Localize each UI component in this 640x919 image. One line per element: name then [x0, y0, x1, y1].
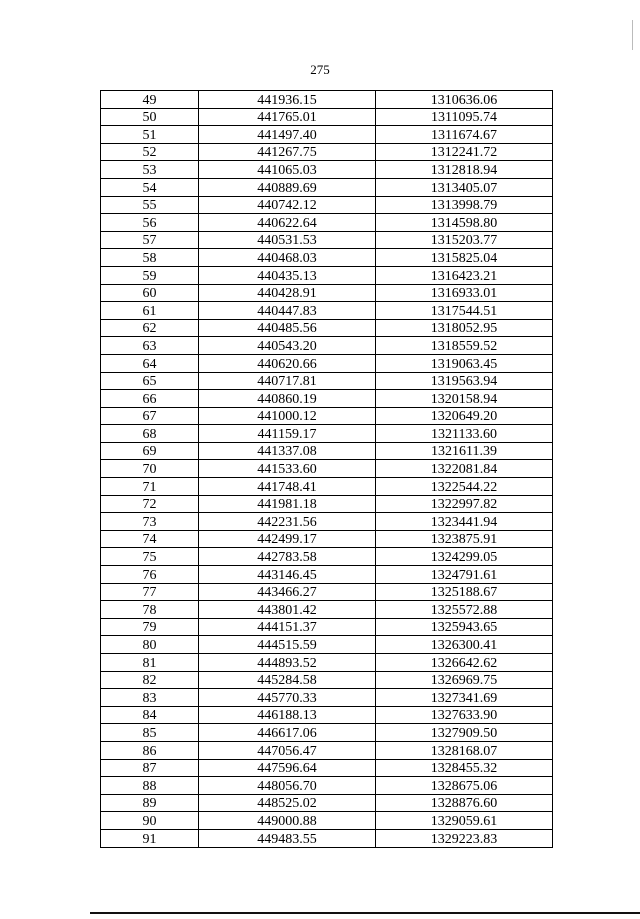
- y-coordinate-cell: 1322997.82: [376, 495, 553, 513]
- y-coordinate-cell: 1329059.61: [376, 812, 553, 830]
- table-row: [101, 354, 553, 372]
- point-number-cell: 65: [101, 372, 199, 390]
- table-row: [101, 724, 553, 742]
- table-row: [101, 249, 553, 267]
- x-coordinate-cell: 440428.91: [199, 284, 376, 302]
- table-row: [101, 337, 553, 355]
- point-number-cell: 90: [101, 812, 199, 830]
- x-coordinate-cell: 448525.02: [199, 794, 376, 812]
- y-coordinate-cell: 1325572.88: [376, 601, 553, 619]
- point-number-cell: 61: [101, 302, 199, 320]
- page-number: 275: [310, 62, 330, 77]
- x-coordinate-cell: 442231.56: [199, 513, 376, 531]
- y-coordinate-cell: 1325188.67: [376, 583, 553, 601]
- y-coordinate-cell: 1320158.94: [376, 390, 553, 408]
- table-row: [101, 302, 553, 320]
- y-coordinate-cell: 1322544.22: [376, 478, 553, 496]
- y-coordinate-cell: 1321133.60: [376, 425, 553, 443]
- point-number-cell: 52: [101, 143, 199, 161]
- point-number-cell: 85: [101, 724, 199, 742]
- x-coordinate-cell: 441159.17: [199, 425, 376, 443]
- point-number-cell: 69: [101, 442, 199, 460]
- y-coordinate-cell: 1323875.91: [376, 530, 553, 548]
- table-row: [101, 390, 553, 408]
- y-coordinate-cell: 1323441.94: [376, 513, 553, 531]
- x-coordinate-cell: 445770.33: [199, 689, 376, 707]
- y-coordinate-cell: 1311095.74: [376, 108, 553, 126]
- y-coordinate-cell: 1319563.94: [376, 372, 553, 390]
- x-coordinate-cell: 440435.13: [199, 266, 376, 284]
- point-number-cell: 84: [101, 706, 199, 724]
- point-number-cell: 87: [101, 759, 199, 777]
- x-coordinate-cell: 443146.45: [199, 566, 376, 584]
- point-number-cell: 88: [101, 777, 199, 795]
- table-row: [101, 654, 553, 672]
- x-coordinate-cell: 447596.64: [199, 759, 376, 777]
- table-row: [101, 777, 553, 795]
- x-coordinate-cell: 449483.55: [199, 829, 376, 847]
- point-number-cell: 62: [101, 319, 199, 337]
- x-coordinate-cell: 440447.83: [199, 302, 376, 320]
- coordinates-table-body: [101, 91, 553, 848]
- point-number-cell: 83: [101, 689, 199, 707]
- y-coordinate-cell: 1324791.61: [376, 566, 553, 584]
- x-coordinate-cell: 440543.20: [199, 337, 376, 355]
- table-row: [101, 372, 553, 390]
- x-coordinate-cell: 449000.88: [199, 812, 376, 830]
- y-coordinate-cell: 1326642.62: [376, 654, 553, 672]
- table-row: [101, 689, 553, 707]
- point-number-cell: 89: [101, 794, 199, 812]
- table-row: [101, 231, 553, 249]
- point-number-cell: 55: [101, 196, 199, 214]
- table-row: [101, 583, 553, 601]
- coordinates-table: [100, 90, 553, 848]
- table-row: [101, 266, 553, 284]
- point-number-cell: 71: [101, 478, 199, 496]
- point-number-cell: 51: [101, 126, 199, 144]
- x-coordinate-cell: 440620.66: [199, 354, 376, 372]
- y-coordinate-cell: 1315203.77: [376, 231, 553, 249]
- point-number-cell: 54: [101, 178, 199, 196]
- table-row: [101, 636, 553, 654]
- point-number-cell: 68: [101, 425, 199, 443]
- y-coordinate-cell: 1324299.05: [376, 548, 553, 566]
- table-row: [101, 319, 553, 337]
- x-coordinate-cell: 447056.47: [199, 741, 376, 759]
- y-coordinate-cell: 1315825.04: [376, 249, 553, 267]
- y-coordinate-cell: 1317544.51: [376, 302, 553, 320]
- x-coordinate-cell: 445284.58: [199, 671, 376, 689]
- y-coordinate-cell: 1328675.06: [376, 777, 553, 795]
- table-row: [101, 91, 553, 109]
- y-coordinate-cell: 1325943.65: [376, 618, 553, 636]
- x-coordinate-cell: 441337.08: [199, 442, 376, 460]
- x-coordinate-cell: 440860.19: [199, 390, 376, 408]
- y-coordinate-cell: 1318052.95: [376, 319, 553, 337]
- table-row: [101, 706, 553, 724]
- y-coordinate-cell: 1311674.67: [376, 126, 553, 144]
- point-number-cell: 64: [101, 354, 199, 372]
- x-coordinate-cell: 440742.12: [199, 196, 376, 214]
- table-row: [101, 161, 553, 179]
- y-coordinate-cell: 1326300.41: [376, 636, 553, 654]
- point-number-cell: 60: [101, 284, 199, 302]
- table-row: [101, 425, 553, 443]
- x-coordinate-cell: 440531.53: [199, 231, 376, 249]
- x-coordinate-cell: 441497.40: [199, 126, 376, 144]
- y-coordinate-cell: 1314598.80: [376, 214, 553, 232]
- scan-bottom-edge: [90, 912, 640, 914]
- table-row: [101, 460, 553, 478]
- y-coordinate-cell: 1316423.21: [376, 266, 553, 284]
- y-coordinate-cell: 1327633.90: [376, 706, 553, 724]
- table-row: [101, 794, 553, 812]
- table-row: [101, 108, 553, 126]
- x-coordinate-cell: 441267.75: [199, 143, 376, 161]
- table-row: [101, 407, 553, 425]
- point-number-cell: 67: [101, 407, 199, 425]
- y-coordinate-cell: 1320649.20: [376, 407, 553, 425]
- table-row: [101, 671, 553, 689]
- x-coordinate-cell: 441981.18: [199, 495, 376, 513]
- point-number-cell: 79: [101, 618, 199, 636]
- table-row: [101, 566, 553, 584]
- y-coordinate-cell: 1329223.83: [376, 829, 553, 847]
- table-row: [101, 618, 553, 636]
- x-coordinate-cell: 441765.01: [199, 108, 376, 126]
- point-number-cell: 53: [101, 161, 199, 179]
- point-number-cell: 63: [101, 337, 199, 355]
- table-row: [101, 513, 553, 531]
- x-coordinate-cell: 443466.27: [199, 583, 376, 601]
- point-number-cell: 57: [101, 231, 199, 249]
- point-number-cell: 73: [101, 513, 199, 531]
- x-coordinate-cell: 441065.03: [199, 161, 376, 179]
- y-coordinate-cell: 1328876.60: [376, 794, 553, 812]
- x-coordinate-cell: 441748.41: [199, 478, 376, 496]
- table-row: [101, 442, 553, 460]
- point-number-cell: 77: [101, 583, 199, 601]
- y-coordinate-cell: 1327341.69: [376, 689, 553, 707]
- x-coordinate-cell: 440485.56: [199, 319, 376, 337]
- y-coordinate-cell: 1312818.94: [376, 161, 553, 179]
- y-coordinate-cell: 1321611.39: [376, 442, 553, 460]
- point-number-cell: 82: [101, 671, 199, 689]
- y-coordinate-cell: 1318559.52: [376, 337, 553, 355]
- table-row: [101, 548, 553, 566]
- point-number-cell: 76: [101, 566, 199, 584]
- y-coordinate-cell: 1327909.50: [376, 724, 553, 742]
- table-row: [101, 478, 553, 496]
- table-row: [101, 126, 553, 144]
- point-number-cell: 58: [101, 249, 199, 267]
- x-coordinate-cell: 441936.15: [199, 91, 376, 109]
- point-number-cell: 80: [101, 636, 199, 654]
- x-coordinate-cell: 440889.69: [199, 178, 376, 196]
- table-row: [101, 495, 553, 513]
- table-row: [101, 178, 553, 196]
- x-coordinate-cell: 444151.37: [199, 618, 376, 636]
- x-coordinate-cell: 441000.12: [199, 407, 376, 425]
- table-row: [101, 214, 553, 232]
- x-coordinate-cell: 446188.13: [199, 706, 376, 724]
- table-row: [101, 601, 553, 619]
- x-coordinate-cell: 440622.64: [199, 214, 376, 232]
- y-coordinate-cell: 1328455.32: [376, 759, 553, 777]
- y-coordinate-cell: 1313998.79: [376, 196, 553, 214]
- table-row: [101, 812, 553, 830]
- x-coordinate-cell: 440468.03: [199, 249, 376, 267]
- y-coordinate-cell: 1312241.72: [376, 143, 553, 161]
- x-coordinate-cell: 440717.81: [199, 372, 376, 390]
- x-coordinate-cell: 441533.60: [199, 460, 376, 478]
- x-coordinate-cell: 442499.17: [199, 530, 376, 548]
- y-coordinate-cell: 1322081.84: [376, 460, 553, 478]
- y-coordinate-cell: 1310636.06: [376, 91, 553, 109]
- y-coordinate-cell: 1326969.75: [376, 671, 553, 689]
- y-coordinate-cell: 1313405.07: [376, 178, 553, 196]
- point-number-cell: 74: [101, 530, 199, 548]
- point-number-cell: 56: [101, 214, 199, 232]
- table-row: [101, 741, 553, 759]
- x-coordinate-cell: 442783.58: [199, 548, 376, 566]
- x-coordinate-cell: 444515.59: [199, 636, 376, 654]
- point-number-cell: 59: [101, 266, 199, 284]
- table-row: [101, 829, 553, 847]
- point-number-cell: 91: [101, 829, 199, 847]
- y-coordinate-cell: 1328168.07: [376, 741, 553, 759]
- x-coordinate-cell: 446617.06: [199, 724, 376, 742]
- point-number-cell: 81: [101, 654, 199, 672]
- point-number-cell: 66: [101, 390, 199, 408]
- table-row: [101, 759, 553, 777]
- table-row: [101, 143, 553, 161]
- point-number-cell: 50: [101, 108, 199, 126]
- table-row: [101, 530, 553, 548]
- table-row: [101, 284, 553, 302]
- x-coordinate-cell: 443801.42: [199, 601, 376, 619]
- y-coordinate-cell: 1319063.45: [376, 354, 553, 372]
- point-number-cell: 75: [101, 548, 199, 566]
- y-coordinate-cell: 1316933.01: [376, 284, 553, 302]
- table-row: [101, 196, 553, 214]
- scan-edge-mark: [632, 20, 633, 50]
- point-number-cell: 78: [101, 601, 199, 619]
- point-number-cell: 86: [101, 741, 199, 759]
- x-coordinate-cell: 448056.70: [199, 777, 376, 795]
- point-number-cell: 72: [101, 495, 199, 513]
- x-coordinate-cell: 444893.52: [199, 654, 376, 672]
- point-number-cell: 49: [101, 91, 199, 109]
- point-number-cell: 70: [101, 460, 199, 478]
